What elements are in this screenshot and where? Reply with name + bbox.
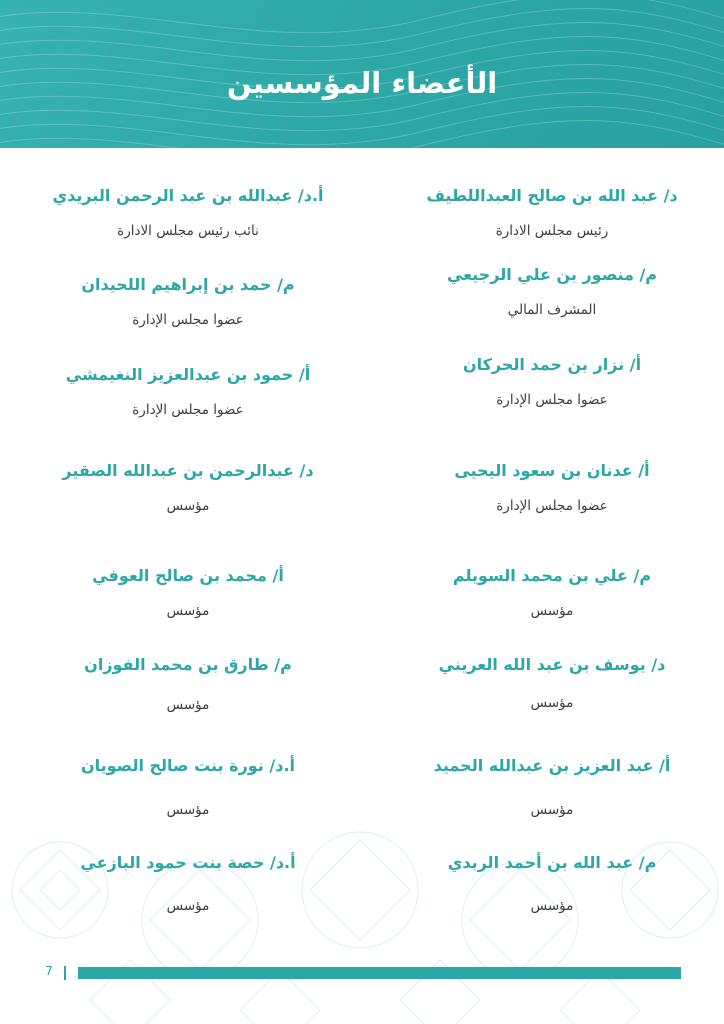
member-role: رئيس مجلس الادارة — [495, 223, 609, 239]
member-card — [402, 566, 702, 620]
member-role: مؤسس — [166, 802, 210, 818]
member-name: م/ علي بن محمد السويلم — [452, 566, 652, 585]
member-role: عضوا مجلس الإدارة — [132, 312, 244, 328]
member-role: عضوا مجلس الإدارة — [132, 402, 244, 418]
member-card — [38, 186, 338, 240]
member-name: أ/ محمد بن صالح العوفي — [92, 566, 284, 585]
page-number-divider — [64, 966, 66, 980]
member-role: عضوا مجلس الإدارة — [496, 498, 608, 514]
footer-bar — [78, 967, 681, 979]
member-name: د/ يوسف بن عبد الله العريني — [438, 655, 666, 674]
header-banner — [0, 0, 724, 148]
member-card — [402, 655, 702, 712]
member-name: م/ عبد الله بن أحمد الربدي — [447, 853, 657, 872]
member-role: مؤسس — [530, 802, 574, 818]
member-card — [38, 853, 338, 915]
member-name: م/ طارق بن محمد الفوزان — [84, 655, 292, 674]
member-name: د/ عبدالرحمن بن عبدالله الصقير — [62, 461, 314, 480]
member-card — [402, 186, 702, 240]
member-card — [38, 275, 338, 329]
member-card — [38, 566, 338, 620]
member-card — [402, 355, 702, 409]
member-name: أ.د/ حصة بنت حمود البازعي — [80, 853, 296, 872]
member-name: أ.د/ نورة بنت صالح الصويان — [80, 756, 296, 775]
page-title: الأعضاء المؤسسين — [226, 66, 498, 100]
member-card — [402, 853, 702, 915]
member-role: المشرف المالي — [507, 302, 597, 318]
member-name: د/ عبد الله بن صالح العبداللطيف — [426, 186, 678, 205]
member-name: أ/ عدنان بن سعود اليحيى — [454, 461, 650, 480]
member-role: مؤسس — [166, 898, 210, 914]
member-role: مؤسس — [530, 695, 574, 711]
member-card — [402, 461, 702, 515]
member-role: مؤسس — [166, 498, 210, 514]
member-card — [38, 655, 338, 714]
member-card — [38, 756, 338, 819]
member-card — [402, 265, 702, 319]
member-name: أ/ نزار بن حمد الحركان — [462, 355, 642, 374]
member-name: أ/ حمود بن عبدالعزيز النغيمشي — [65, 365, 311, 384]
member-card — [402, 756, 702, 819]
page-number: 7 — [45, 964, 53, 978]
member-role: مؤسس — [530, 603, 574, 619]
member-card — [38, 461, 338, 515]
geometric-pattern-decoration — [0, 810, 724, 1024]
member-name: أ/ عبد العزيز بن عبدالله الحميد — [433, 756, 671, 775]
member-name: م/ منصور بن علي الرجيعي — [446, 265, 658, 284]
member-role: مؤسس — [530, 898, 574, 914]
member-role: عضوا مجلس الإدارة — [496, 392, 608, 408]
member-card — [38, 365, 338, 419]
member-name: أ.د/ عبدالله بن عبد الرحمن البريدي — [52, 186, 324, 205]
member-name: م/ حمد بن إبراهيم اللحيدان — [81, 275, 295, 294]
member-role: مؤسس — [166, 697, 210, 713]
member-role: نائب رئيس مجلس الادارة — [117, 223, 259, 239]
member-role: مؤسس — [166, 603, 210, 619]
